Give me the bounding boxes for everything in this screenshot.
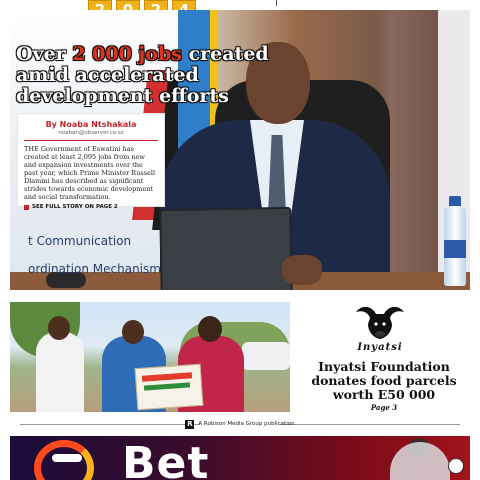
water-bottle-label <box>444 240 466 258</box>
speaker-hand <box>282 255 322 285</box>
person-head <box>198 316 222 342</box>
fold-mark <box>276 0 277 6</box>
headline-suffix: created amid accelerated development efforts <box>16 43 269 107</box>
lead-story-card[interactable] <box>18 114 164 210</box>
person-white-shirt <box>36 332 84 412</box>
brand-ring-bar <box>52 454 82 462</box>
card-divider <box>24 140 158 141</box>
person-head <box>122 320 144 344</box>
advertisement-banner[interactable] <box>10 436 470 480</box>
backdrop-text: ordination Mechanism <box>28 262 161 276</box>
publisher-logo-icon: R <box>187 419 193 428</box>
page-reference[interactable]: Page 3 <box>370 403 398 412</box>
publication-strip <box>0 418 480 430</box>
tablet-device <box>159 207 293 290</box>
bullet-square-icon <box>24 205 29 210</box>
buffalo-logo-icon <box>352 302 408 342</box>
lead-headline[interactable] <box>16 44 276 107</box>
secondary-story-photo[interactable] <box>10 302 290 412</box>
footballer-figure <box>390 442 450 480</box>
story-body: THE Government of Eswatini has created at least 2,095 jobs from new and expansion investments over the past year, which Prime Minister Russell Dlamini has described as significant strides towards economic development and social transformation. <box>24 145 156 201</box>
headline-prefix: Over <box>16 43 73 65</box>
backdrop-text: t Communication <box>28 234 132 248</box>
secondary-headline[interactable]: Inyatsi Foundation donates food parcels worth E50 000 <box>311 359 457 402</box>
see-full-story-link[interactable] <box>24 204 158 210</box>
byline: By Noaba Ntshakala <box>45 120 137 129</box>
see-full-story-text: SEE FULL STORY ON PAGE 2 <box>32 204 118 210</box>
ad-brand-text: Bet <box>122 438 210 480</box>
publisher-text: A Robison Media Group publication <box>198 421 295 427</box>
person-head <box>48 316 70 340</box>
parked-car <box>242 342 290 370</box>
logo-wordmark: Inyatsi <box>357 342 403 353</box>
headline-accent: 2 000 jobs <box>72 43 182 65</box>
football-icon <box>448 458 464 474</box>
byline-email: noaban@observer.co.sz <box>58 130 124 136</box>
